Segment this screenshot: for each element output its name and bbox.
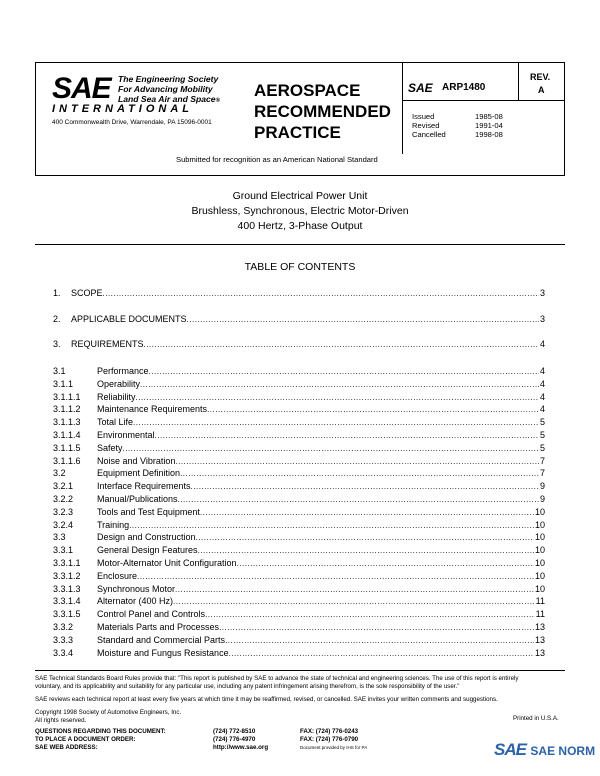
toc-entry-page: 4 (539, 339, 545, 349)
toc-entry-title: Environmental (97, 430, 155, 440)
toc-entry-page: 5 (539, 417, 545, 428)
toc-entry-page: 5 (539, 430, 545, 440)
toc-entry-page: 10 (534, 519, 545, 530)
toc-leader (175, 584, 534, 596)
ihs-note: Document provided by IHS for PA (300, 745, 368, 750)
toc-entry-page: 3 (539, 288, 545, 298)
toc-entry-number: 3.1.1.4 (53, 430, 81, 440)
toc-entry-number: 3.3.1.3 (53, 583, 81, 594)
phone-order: (724) 776-4970 (213, 736, 256, 743)
toc-leader (229, 648, 534, 660)
toc-entry-1[interactable] (53, 287, 545, 299)
header-top-border (35, 62, 565, 63)
toc-entry-title: General Design Features (97, 545, 198, 556)
toc-entry-3-1-1-1[interactable] (53, 391, 545, 403)
toc-entry-number: 3.3.2 (53, 622, 74, 632)
toc-entry-3-1-1-2[interactable] (53, 403, 545, 415)
toc-entry-3-3-1-4[interactable] (53, 595, 545, 607)
fax-questions: FAX: (724) 776-0243 (300, 728, 359, 735)
toc-leader (191, 481, 539, 493)
toc-entry-3-3-2[interactable] (53, 621, 545, 633)
toc-entry-number: 3.2.3 (53, 506, 74, 517)
toc-entry-title: Tools and Test Equipment (97, 506, 200, 517)
toc-entry-page: 9 (539, 494, 545, 504)
toc-entry-page: 4 (539, 391, 545, 402)
toc-entry-3[interactable] (53, 338, 545, 350)
toc-leader (178, 494, 539, 506)
toc-entry-number: 3.2.2 (53, 494, 74, 504)
toc-leader (144, 339, 539, 351)
toc-entry-title: REQUIREMENTS (71, 339, 144, 349)
registered-mark: ® (215, 98, 221, 104)
toc-entry-number: 3.1 (53, 366, 66, 376)
toc-entry-page: 13 (534, 634, 545, 645)
international-label: INTERNATIONAL (52, 103, 194, 115)
toc-entry-3-1[interactable] (53, 365, 545, 377)
toc-entry-3-3-1-1[interactable] (53, 557, 545, 569)
toc-entry-title: Training (97, 519, 130, 530)
toc-entry-title: Enclosure (97, 570, 138, 581)
toc-entry-title: Materials Parts and Processes (97, 622, 220, 632)
toc-entry-title: Maintenance Requirements (97, 404, 208, 415)
toc-entry-3-1-1-5[interactable] (53, 442, 545, 454)
header-bottom-border (35, 175, 565, 176)
tagline-block (118, 74, 220, 106)
toc-entry-number: 3.1.1.3 (53, 417, 81, 428)
toc-leader (173, 596, 535, 608)
web-link[interactable]: http://www.sae.org (213, 744, 269, 751)
toc-entry-number: 3.3.1.1 (53, 558, 81, 568)
toc-leader (198, 545, 534, 557)
toc-entry-3-3-1[interactable] (53, 544, 545, 556)
toc-entry-title: APPLICABLE DOCUMENTS (71, 314, 187, 324)
toc-entry-title: Noise and Vibration (97, 455, 176, 466)
toc-entry-number: 3.3.1.4 (53, 596, 81, 607)
tagline-line-1: The Engineering Society (118, 74, 219, 84)
toc-entry-3-1-1-6[interactable] (53, 455, 545, 467)
toc-entry-number: 3.2.4 (53, 519, 74, 530)
toc-entry-3-3-1-2[interactable] (53, 570, 545, 582)
header-divider-number (402, 100, 564, 101)
toc-entry-3-2-3[interactable] (53, 506, 545, 518)
toc-entry-title: Operability (97, 378, 141, 389)
date-revised-label: Revised (412, 121, 440, 130)
toc-entry-page: 13 (534, 622, 545, 632)
date-issued-value: 1985-08 (475, 112, 503, 121)
toc-entry-number: 3.3.1.5 (53, 609, 81, 620)
policy-line-2: voluntary, and its applicability and suitability for any particular use, including any patent infringement arising therefrom, is the sole responsibility of the user." (35, 683, 460, 690)
footer-divider (35, 670, 565, 671)
toc-entry-page: 3 (539, 314, 545, 324)
toc-leader (149, 366, 539, 378)
toc-leader (196, 532, 534, 544)
title-line-1: Ground Electrical Power Unit (232, 190, 368, 202)
title-divider (35, 244, 565, 245)
toc-entry-number: 1. (53, 288, 61, 298)
sae-norm-mark: SAE (494, 740, 526, 759)
toc-leader (219, 622, 534, 634)
toc-entry-3-3-1-3[interactable] (53, 583, 545, 595)
toc-entry-page: 5 (539, 442, 545, 453)
doc-number: ARP1480 (442, 82, 486, 93)
doc-number-logo: SAE (408, 81, 433, 95)
toc-leader (133, 417, 539, 429)
doc-type-line-3: PRACTICE (254, 123, 341, 142)
toc-entry-page: 13 (534, 647, 545, 658)
toc-leader (237, 558, 534, 570)
toc-entry-page: 4 (539, 404, 545, 415)
toc-entry-3-3-3[interactable] (53, 634, 545, 646)
toc-entry-title: SCOPE (71, 288, 103, 298)
toc-entry-title: Interface Requirements (97, 481, 191, 492)
toc-entry-number: 3.3 (53, 532, 66, 543)
footer-policy (35, 675, 575, 725)
toc-entry-page: 7 (539, 455, 545, 466)
toc-entry-number: 2. (53, 314, 61, 324)
toc-entry-title: Manual/Publications (97, 494, 178, 504)
toc-entry-number: 3.3.4 (53, 647, 74, 658)
toc-entry-3-1-1[interactable] (53, 378, 545, 390)
toc-entry-number: 3.1.1.6 (53, 455, 81, 466)
tagline-line-3: Land Sea Air and Space (118, 94, 216, 104)
toc-leader (205, 609, 535, 621)
toc-entry-page: 4 (539, 366, 545, 376)
toc-leader (175, 456, 539, 468)
copyright: Copyright 1998 Society of Automotive Engineers, Inc. (35, 709, 182, 716)
toc-entry-number: 3.3.3 (53, 634, 74, 645)
toc-entry-title: Synchronous Motor (97, 583, 176, 594)
policy-line-1: SAE Technical Standards Board Rules provide that: "This report is published by SAE to advance the state of technical and engineering sciences. The use of this report is entirely (35, 675, 519, 682)
toc-entry-3-3-1-5[interactable] (53, 608, 545, 620)
date-issued-label: Issued (412, 112, 435, 121)
toc-entry-page: 10 (534, 570, 545, 581)
contact-phones (213, 728, 268, 752)
toc-entry-number: 3. (53, 339, 61, 349)
toc-entry-number: 3.1.1.1 (53, 391, 81, 402)
date-cancelled-label: Cancelled (412, 130, 446, 139)
toc-entry-3-1-1-4[interactable] (53, 429, 545, 441)
toc-entry-number: 3.1.1.2 (53, 404, 81, 415)
sae-norm-logo (494, 740, 595, 760)
toc-entry-3-2[interactable] (53, 467, 545, 479)
toc-entry-number: 3.1.1.5 (53, 442, 81, 453)
toc-leader (103, 288, 539, 300)
toc-entry-title: Design and Construction (97, 532, 196, 543)
toc-entry-page: 10 (534, 558, 545, 568)
toc-leader (187, 314, 539, 326)
toc-entry-title: Equipment Definition (97, 468, 181, 479)
toc-leader (207, 404, 539, 416)
toc-entry-page: 10 (534, 545, 545, 556)
toc-entry-page: 10 (534, 506, 545, 517)
toc-entry-page: 11 (535, 596, 545, 607)
doc-type-line-2: RECOMMENDED (254, 102, 391, 121)
header-right-border (564, 62, 565, 175)
toc-entry-number: 3.3.1 (53, 545, 74, 556)
document-title (35, 189, 565, 234)
toc-entry-3-3-4[interactable] (53, 647, 545, 659)
sae-address: 400 Commonwealth Drive, Warrendale, PA 15096-0001 (52, 119, 212, 126)
toc-leader (140, 379, 539, 391)
toc-entry-number: 3.2.1 (53, 481, 74, 492)
submitted-note: Submitted for recognition as an American National Standard (176, 155, 378, 164)
toc-leader (180, 468, 539, 480)
tagline-line-2: For Advancing Mobility (118, 84, 213, 94)
header-divider-rev (518, 62, 519, 100)
toc-entry-3-1-1-3[interactable] (53, 416, 545, 428)
contact-label-order: TO PLACE A DOCUMENT ORDER: (35, 736, 136, 743)
toc-leader (225, 635, 534, 647)
toc-entry-title: Performance (97, 366, 149, 376)
date-cancelled-value: 1998-08 (475, 130, 503, 139)
date-revised-value: 1991-04 (475, 121, 503, 130)
printed-in: Printed in U.S.A. (513, 715, 559, 722)
doc-type-line-1: AEROSPACE (254, 81, 361, 100)
toc-entry-title: Motor-Alternator Unit Configuration (97, 558, 237, 568)
title-line-2: Brushless, Synchronous, Electric Motor-Driven (191, 205, 409, 217)
toc-entry-3-2-1[interactable] (53, 480, 545, 492)
rev-label: REV. (530, 72, 551, 82)
toc-entry-page: 10 (534, 532, 545, 543)
toc-entry-number: 3.1.1 (53, 378, 74, 389)
toc-entry-3-3[interactable] (53, 531, 545, 543)
rights: All rights reserved. (35, 717, 87, 724)
toc-entry-page: 9 (539, 481, 545, 492)
toc-leader (129, 520, 534, 532)
toc-entry-3-2-4[interactable] (53, 519, 545, 531)
toc-leader (136, 392, 539, 404)
title-line-3: 400 Hertz, 3-Phase Output (237, 220, 363, 232)
toc-entry-title: Standard and Commercial Parts (97, 634, 226, 645)
toc-entry-number: 3.3.1.2 (53, 570, 81, 581)
rev-value: A (538, 85, 545, 95)
toc-entry-2[interactable] (53, 313, 545, 325)
toc-entry-title: Alternator (400 Hz) (97, 596, 174, 607)
toc-entry-title: Control Panel and Controls (97, 609, 206, 620)
review-note: SAE reviews each technical report at least every five years at which time it may be reaffirmed, revised, or cancelled. SAE invites your written comments and suggestions. (35, 696, 498, 703)
toc-entry-page: 10 (534, 583, 545, 594)
phone-questions: (724) 772-8510 (213, 728, 256, 735)
toc-leader (123, 443, 539, 455)
toc-leader (137, 571, 534, 583)
sae-logo: SAE (52, 72, 111, 105)
toc-entry-page: 4 (539, 378, 545, 389)
toc-heading: TABLE OF CONTENTS (244, 261, 356, 273)
toc-entry-number: 3.2 (53, 468, 66, 479)
toc-entry-title: Reliability (97, 391, 136, 402)
contact-faxes (300, 728, 367, 752)
document-type (254, 80, 391, 143)
contact-labels (35, 728, 166, 752)
toc-entry-page: 7 (539, 468, 545, 479)
toc-entry-title: Safety (97, 442, 123, 453)
sae-norm-text: SAE NORM (530, 744, 596, 758)
header-divider-doc (402, 62, 403, 154)
toc-entry-page: 11 (535, 609, 545, 620)
contact-label-web: SAE WEB ADDRESS: (35, 744, 98, 751)
toc-leader (155, 430, 539, 442)
fax-order: FAX: (724) 776-0790 (300, 736, 359, 743)
contact-label-questions: QUESTIONS REGARDING THIS DOCUMENT: (35, 728, 166, 735)
toc-leader (200, 507, 534, 519)
toc-entry-title: Total Life (97, 417, 134, 428)
toc-entry-3-2-2[interactable] (53, 493, 545, 505)
header-left-border (35, 62, 36, 175)
toc-entry-title: Moisture and Fungus Resistance (97, 647, 229, 658)
